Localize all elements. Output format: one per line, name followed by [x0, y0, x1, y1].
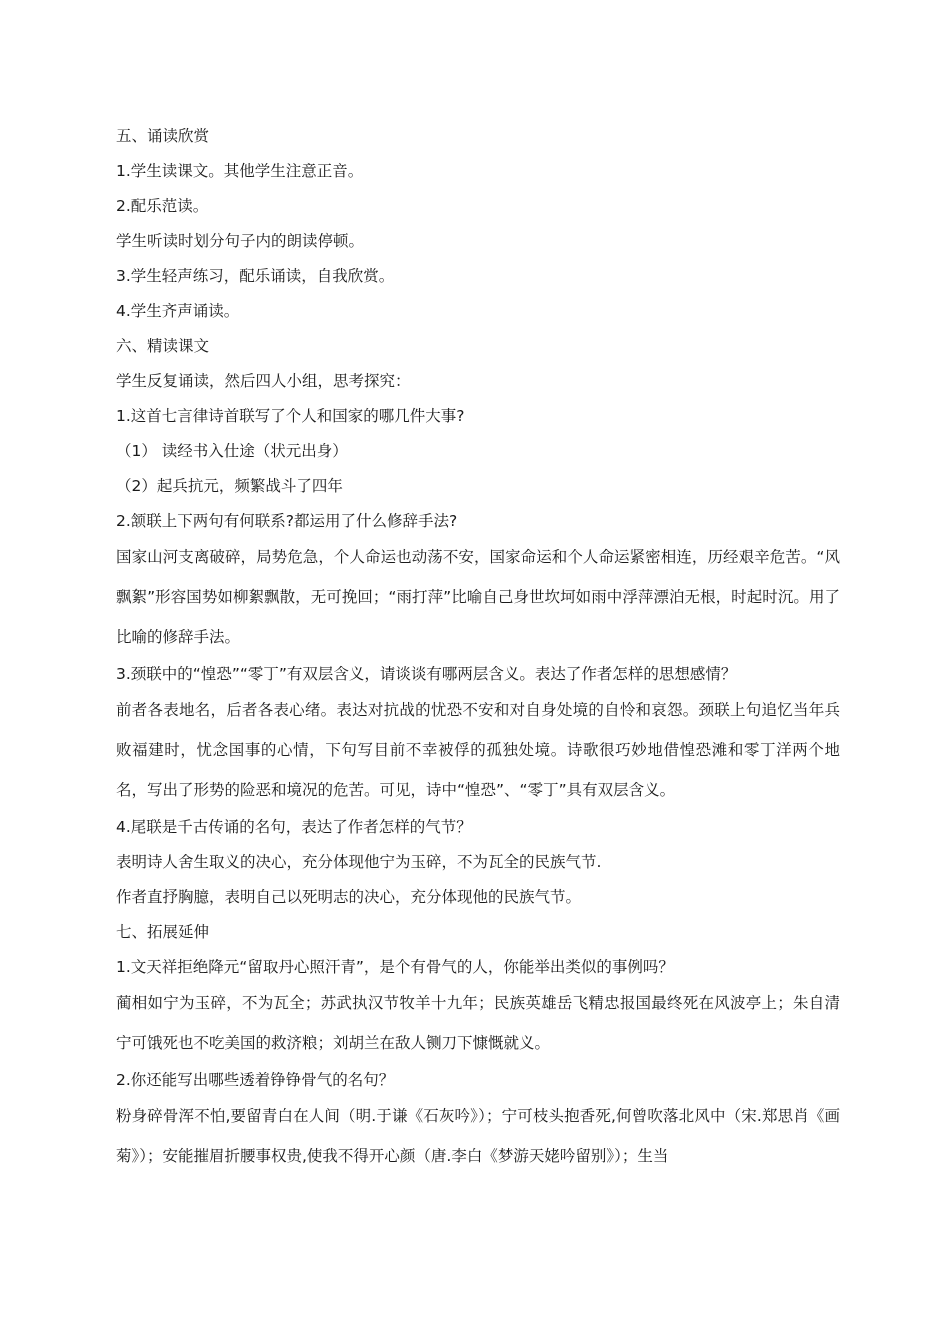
answer-paragraph: 前者各表地名，后者各表心绪。表达对抗战的忧恐不安和对自身处境的自怜和哀怨。颈联上句追忆当年兵败福建时，忧念国事的心情，下句写目前不幸被俘的孤独处境。诗歌很巧妙地借惶恐滩和零丁洋两个地名，写出了形势的险恶和境况的危苦。可见，诗中“惶恐”、“零丁”具有双层含义。 [116, 701, 840, 799]
question: 2.你还能写出哪些透着铮铮骨气的名句？ [116, 1071, 395, 1089]
answer-item: （2）起兵抗元，频繁战斗了四年 [116, 477, 343, 495]
question: 1.这首七言律诗首联写了个人和国家的哪几件大事? [116, 407, 465, 425]
answer-paragraph: 作者直抒胸臆，表明自己以死明志的决心，充分体现他的民族气节。 [116, 888, 582, 906]
question: 2.颔联上下两句有何联系?都运用了什么修辞手法? [116, 512, 458, 530]
answer-paragraph: 表明诗人舍生取义的决心，充分体现他宁为玉碎，不为瓦全的民族气节. [116, 853, 602, 871]
question: 3.颈联中的“惶恐”“零丁”有双层含义，请谈谈有哪两层含义。表达了作者怎样的思想感情？ [116, 665, 737, 683]
answer-paragraph: 蔺相如宁为玉碎，不为瓦全；苏武执汉节牧羊十九年；民族英雄岳飞精忠报国最终死在风波亭上；朱自清宁可饿死也不吃美国的救济粮；刘胡兰在敌人铡刀下慷慨就义。 [116, 994, 840, 1052]
list-item: 4.学生齐声诵读。 [116, 302, 240, 320]
section-heading-5: 五、诵读欣赏 [116, 127, 210, 145]
answer-paragraph: 粉身碎骨浑不怕,要留青白在人间（明.于谦《石灰吟》）；宁可枝头抱香死,何曾吹落北风中（宋.郑思肖《画菊》）；安能摧眉折腰事权贵,使我不得开心颜（唐.李白《梦游天姥吟留别》）；生当 [116, 1107, 840, 1165]
section-heading-6: 六、精读课文 [116, 337, 210, 355]
document-body [116, 127, 840, 1176]
list-item: 2.配乐范读。 [116, 197, 209, 215]
answer-paragraph: 国家山河支离破碎，局势危急，个人命运也动荡不安，国家命运和个人命运紧密相连，历经艰辛危苦。“风飘絮”形容国势如柳絮飘散，无可挽回；“雨打萍”比喻自己身世坎坷如雨中浮萍漂泊无根，时起时沉。用了比喻的修辞手法。 [116, 548, 840, 646]
question: 4.尾联是千古传诵的名句，表达了作者怎样的气节？ [116, 818, 472, 836]
list-item: 3.学生轻声练习，配乐诵读，自我欣赏。 [116, 267, 395, 285]
list-item: 1.学生读课文。其他学生注意正音。 [116, 162, 364, 180]
list-item: 学生听读时划分句子内的朗读停顿。 [116, 232, 365, 250]
answer-item: （1） 读经书入仕途（状元出身） [116, 442, 348, 460]
question: 1.文天祥拒绝降元“留取丹心照汗青”，是个有骨气的人，你能举出类似的事例吗？ [116, 958, 674, 976]
section-heading-7: 七、拓展延伸 [116, 923, 210, 941]
paragraph: 学生反复诵读，然后四人小组，思考探究： [116, 372, 411, 390]
